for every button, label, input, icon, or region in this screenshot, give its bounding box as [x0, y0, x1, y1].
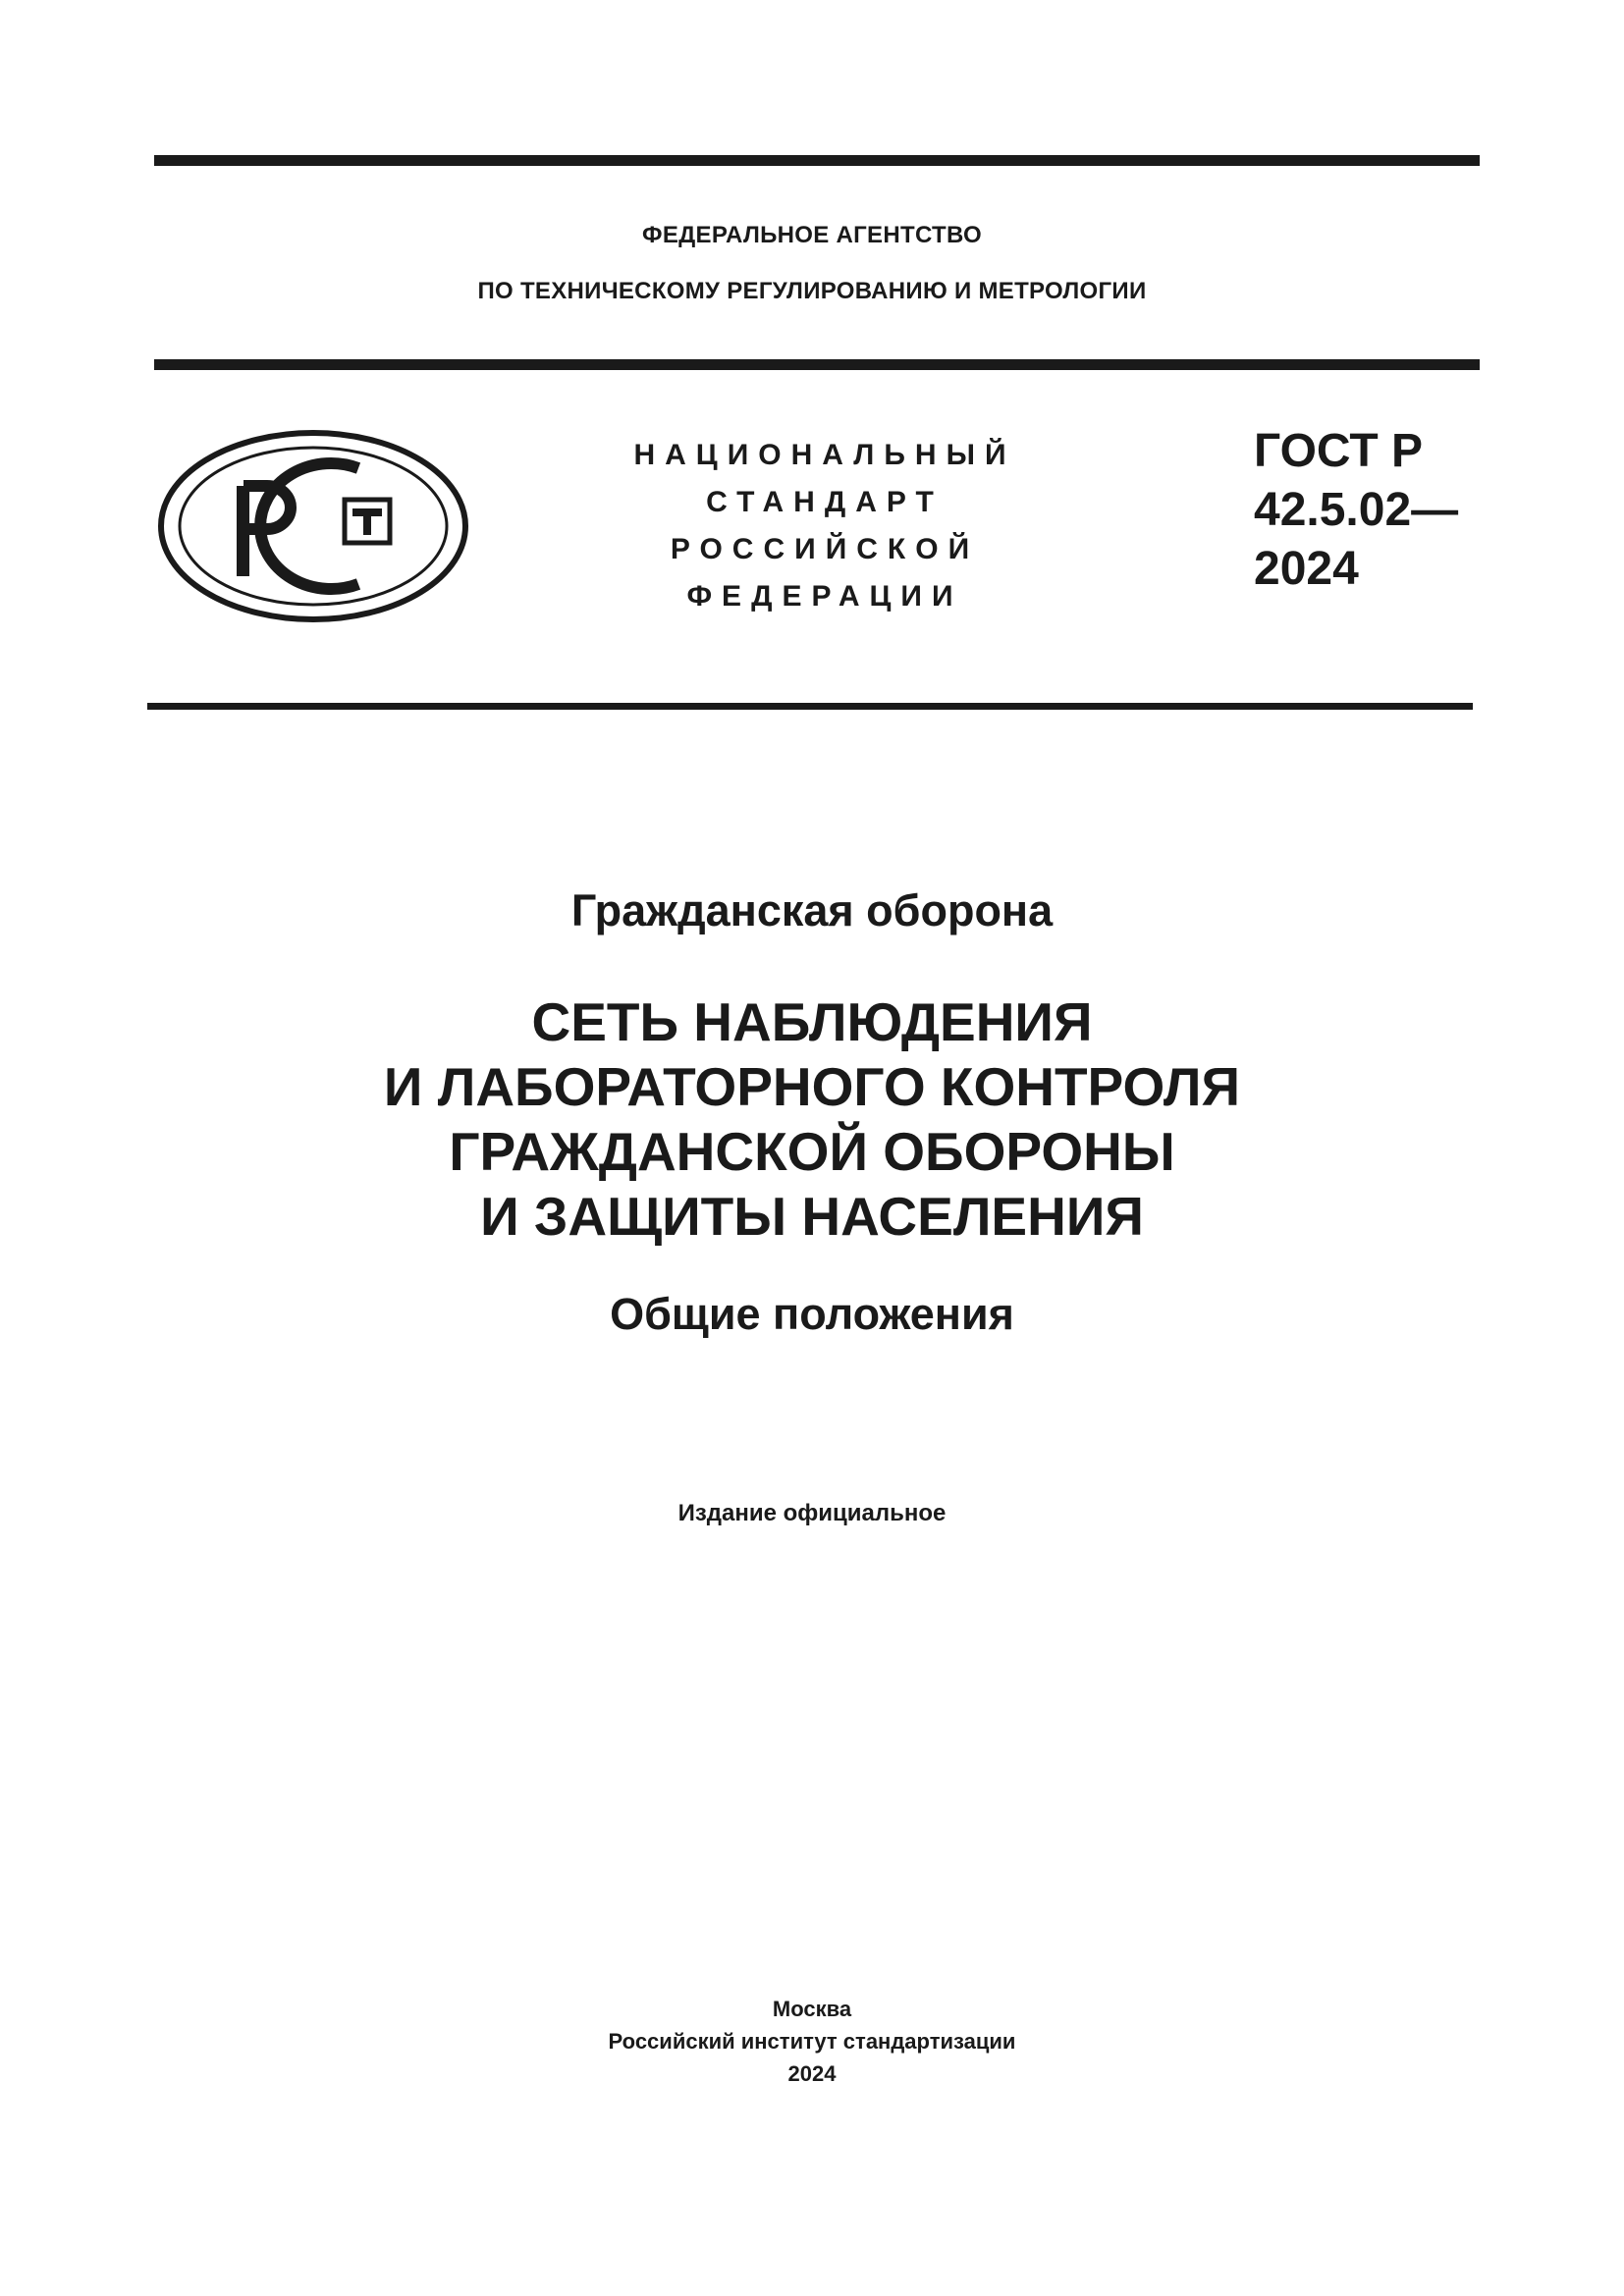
imprint-year: 2024 [787, 2061, 837, 2086]
designation-line3: 2024 [1254, 543, 1359, 595]
middle-divider [154, 359, 1480, 370]
national-standard-line3: РОССИЙСКОЙ [670, 533, 980, 565]
main-title-line4: И ЗАЩИТЫ НАСЕЛЕНИЯ [480, 1186, 1144, 1247]
imprint-publisher: Российский институт стандартизации [608, 2029, 1016, 2054]
title-group: Гражданская оборона [570, 885, 1054, 935]
national-standard-heading [589, 432, 1060, 620]
imprint-city: Москва [772, 1997, 852, 2021]
main-title-line2: И ЛАБОРАТОРНОГО КОНТРОЛЯ [383, 1056, 1241, 1117]
designation-line1: ГОСТ Р [1254, 425, 1424, 477]
rst-certification-mark-icon [157, 429, 469, 623]
standard-designation [1254, 422, 1458, 599]
main-title-line1: СЕТЬ НАБЛЮДЕНИЯ [531, 991, 1093, 1052]
bottom-divider [147, 703, 1473, 710]
designation-line2: 42.5.02— [1254, 484, 1459, 536]
imprint [0, 1993, 1624, 2090]
agency-name-line1: ФЕДЕРАЛЬНОЕ АГЕНТСТВО [642, 222, 982, 248]
main-title [0, 989, 1624, 1249]
national-standard-line2: СТАНДАРТ [706, 486, 944, 518]
agency-name-line2: ПО ТЕХНИЧЕСКОМУ РЕГУЛИРОВАНИЮ И МЕТРОЛОГИИ [477, 278, 1147, 304]
title-part: Общие положения [610, 1289, 1014, 1339]
main-title-line3: ГРАЖДАНСКОЙ ОБОРОНЫ [449, 1121, 1175, 1182]
national-standard-line1: НАЦИОНАЛЬНЫЙ [633, 439, 1016, 471]
top-divider [154, 155, 1480, 166]
national-standard-line4: ФЕДЕРАЦИИ [686, 580, 963, 613]
edition-label: Издание официальное [677, 1500, 947, 1526]
